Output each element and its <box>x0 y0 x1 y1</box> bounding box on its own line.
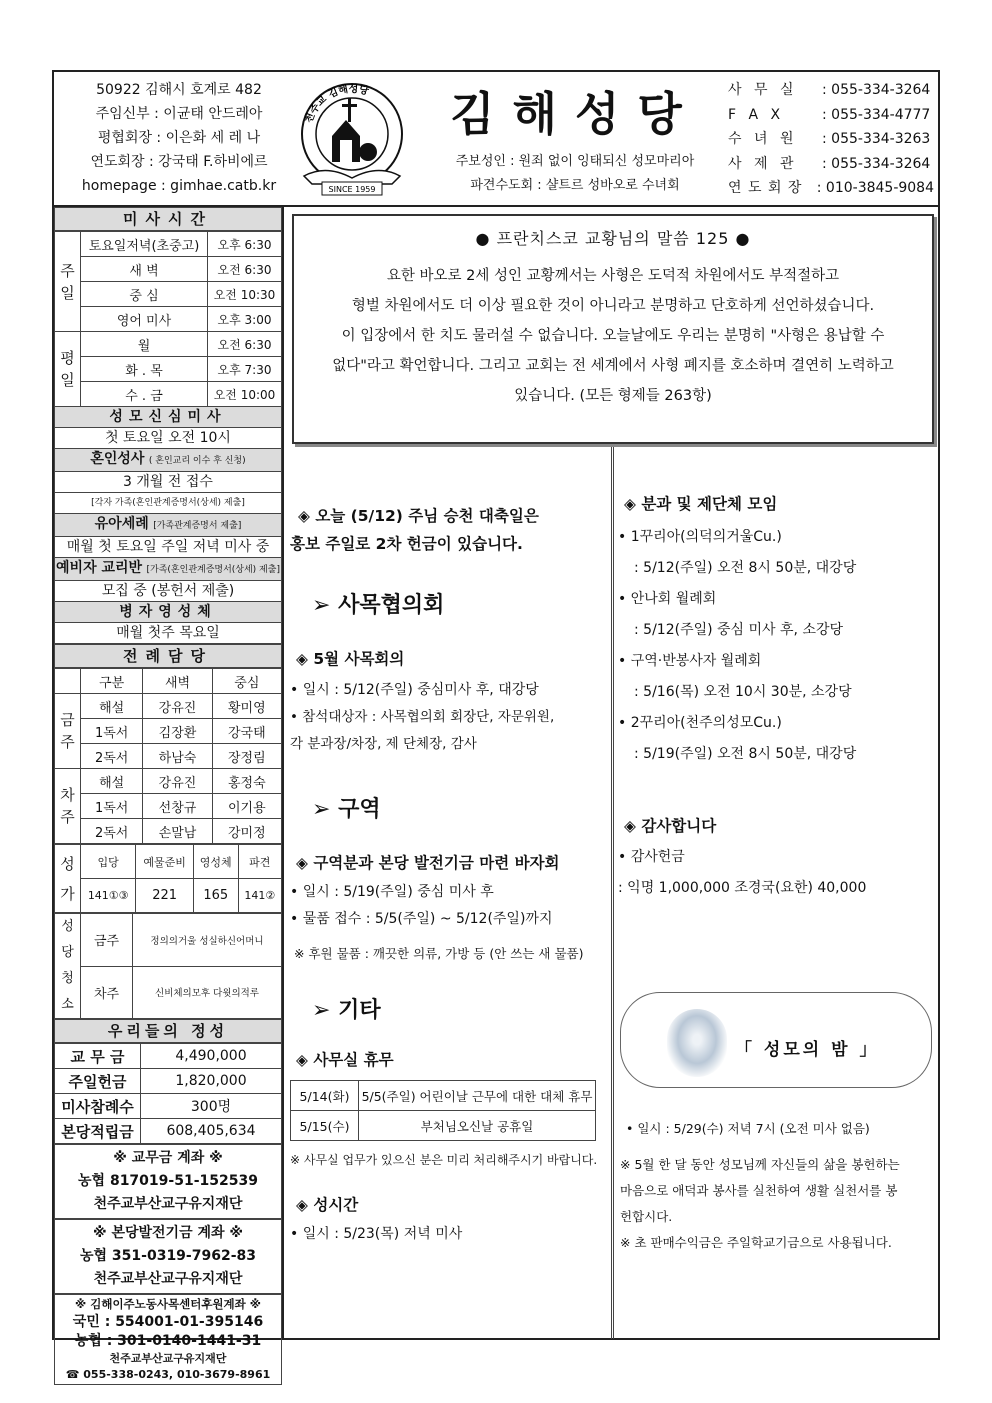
contact-row <box>728 152 934 177</box>
bazaar-note: ※ 후원 물품 : 깨끗한 의류, 가방 등 (안 쓰는 새 물품) <box>294 946 584 961</box>
liturgy-table <box>54 668 282 844</box>
contact-label: 사 무 실 <box>728 82 798 98</box>
homepage-link[interactable]: homepage : gimhae.catb.kr <box>81 178 277 194</box>
table-row <box>55 966 282 1019</box>
mass-time: 오전 10:00 <box>208 382 282 407</box>
table-row <box>55 794 282 819</box>
mass-name: 새 벽 <box>81 257 208 282</box>
cleaning-this: 정의의거울 성실하신어머니 <box>133 914 282 967</box>
meeting-title: ◈ 5월 사목회의 <box>296 650 405 668</box>
svg-text:천주교 김해성당: 천주교 김해성당 <box>303 83 370 125</box>
account-number[interactable]: 국민 : 554001-01-395146 <box>72 1314 264 1330</box>
bulletin-page <box>52 70 940 1381</box>
mary-night-title: 「 성모의 밤 」 <box>735 1040 880 1060</box>
table-row <box>55 694 282 719</box>
infant-heading <box>55 514 281 537</box>
list-item: • 일시 : 5/19(주일) 중심 미사 후 <box>290 884 494 900</box>
table-row <box>55 914 282 967</box>
wedding-heading <box>55 449 281 472</box>
table-row <box>55 1094 282 1119</box>
mass-time: 오전 6:30 <box>208 332 282 357</box>
dawn-reader: 김장환 <box>143 719 212 744</box>
account-box-1 <box>54 1144 282 1219</box>
list-item: : 5/19(주일) 오전 8시 50분, 대강당 <box>634 746 857 762</box>
table-row <box>291 1081 596 1111</box>
holy-hour-title: ◈ 성시간 <box>296 1196 359 1214</box>
cleaning-table <box>54 913 282 1019</box>
right-column <box>618 492 936 902</box>
meetings-list <box>618 522 936 770</box>
premarital-heading <box>55 558 281 581</box>
sunday-label: 주일 <box>55 232 81 332</box>
table-row <box>55 1119 282 1144</box>
office-title: ◈ 사무실 휴무 <box>296 1051 394 1069</box>
contact-list <box>728 78 934 201</box>
thanks-title: ◈ 감사합니다 <box>624 817 717 835</box>
note-line: 마음으로 애덕과 봉사를 실천하여 생활 실천서를 봉 <box>620 1183 898 1198</box>
account-owner: 천주교부산교구유지재단 <box>109 1352 227 1365</box>
offering-label: 본당적립금 <box>55 1119 141 1144</box>
column-divider <box>611 447 614 1339</box>
role: 1독서 <box>81 719 143 744</box>
contact-row <box>728 78 934 103</box>
mary-night-box <box>620 992 932 1088</box>
contact-label: 사 제 관 <box>728 155 798 172</box>
contact-row <box>728 176 934 201</box>
sacraments-block <box>54 407 282 644</box>
table-row <box>55 357 282 382</box>
mass-name: 중 심 <box>81 282 208 307</box>
mass-time: 오후 6:30 <box>208 232 282 257</box>
mass-name: 수 . 금 <box>81 382 208 407</box>
table-row <box>55 744 282 769</box>
list-item: 각 분과장/차장, 제 단체장, 감사 <box>290 736 477 752</box>
parish-title: 김해성당 <box>450 87 700 141</box>
account-box-3 <box>54 1294 282 1385</box>
blank-cell <box>55 669 81 694</box>
mass-times-table <box>54 231 282 407</box>
mass-name: 영어 미사 <box>81 307 208 332</box>
table-row <box>55 719 282 744</box>
district-heading: ➢ 구역 <box>312 797 381 822</box>
etc-heading: ➢ 기타 <box>312 998 381 1023</box>
bazaar-list <box>290 879 608 933</box>
parish-info <box>64 78 294 198</box>
quote-line: 있습니다. (모든 형제들 263항) <box>514 388 712 404</box>
phone-numbers: 055-338-0243, 010-3679-8961 <box>83 1368 271 1381</box>
left-column <box>290 502 608 1248</box>
account-title: ※ 본당발전기금 계좌 ※ <box>92 1225 244 1241</box>
premarital-title: 예비자 교리반 <box>56 560 143 576</box>
list-item: • 구역·반봉사자 월례회 <box>618 653 762 669</box>
closure-date: 5/14(화) <box>291 1081 359 1111</box>
table-row <box>55 232 282 257</box>
hymn-number: 165 <box>193 879 238 913</box>
list-item: • 2꾸리아(천주의성모Cu.) <box>618 715 782 731</box>
list-item: • 물품 접수 : 5/5(주일) ~ 5/12(주일)까지 <box>290 911 553 927</box>
patron-info <box>440 150 710 198</box>
contact-label: F A X <box>728 106 785 123</box>
mary-night-details <box>620 1118 936 1256</box>
list-item: • 감사헌금 <box>618 849 685 865</box>
weekday-label: 평일 <box>55 332 81 407</box>
account-number[interactable]: 농협 817019-51-152539 <box>78 1173 258 1189</box>
contact-value: : 055-334-3264 <box>822 82 931 98</box>
mass-name: 월 <box>81 332 208 357</box>
account-phone <box>55 1367 281 1383</box>
table-row <box>55 669 282 694</box>
quote-title: ● 프란치스코 교황님의 말씀 125 ● <box>475 229 751 248</box>
phone-icon: ☎ <box>65 1368 84 1381</box>
quote-line: 없다"라고 확언합니다. 그리고 교회는 전 세계에서 사형 폐지를 호소하며 결연히 노력하고 <box>332 358 894 374</box>
offering-value: 4,490,000 <box>141 1044 282 1069</box>
table-row <box>55 282 282 307</box>
table-row <box>55 382 282 407</box>
dawn-reader: 선창규 <box>143 794 212 819</box>
choir-label: 성가 <box>55 845 81 913</box>
contact-value: : 010-3845-9084 <box>816 180 934 196</box>
offering-value: 608,405,634 <box>141 1119 282 1144</box>
table-row <box>55 879 282 913</box>
youth-chair: 연도회장 : 강국태 F.하비에르 <box>90 154 268 170</box>
dawn-reader: 하남숙 <box>143 744 212 769</box>
list-item: • 일시 : 5/23(목) 저녁 미사 <box>290 1226 463 1242</box>
notice-line: 홍보 주일로 2차 헌금이 있습니다. <box>290 535 523 553</box>
council-heading: ➢ 사목협의회 <box>312 593 445 618</box>
closure-desc: 5/5(주일) 어린이날 근무에 대한 대체 휴무 <box>359 1081 596 1111</box>
contact-value: : 055-334-3264 <box>822 155 931 172</box>
account-title: ※ 교무금 계좌 ※ <box>113 1150 223 1166</box>
council-chair: 평협회장 : 이은화 세 레 나 <box>97 130 261 146</box>
note-line: ※ 초 판매수익금은 주일학교기금으로 사용됩니다. <box>620 1235 892 1250</box>
sick-line: 매월 첫주 목요일 <box>55 623 281 644</box>
cleaning-label: 성당청소 <box>55 914 81 1019</box>
wedding-note: ( 혼인교리 이수 후 신청) <box>148 456 246 466</box>
premarital-note: [가족(혼인관계증명서(상세) 제출] <box>146 565 280 575</box>
column-header: 영성체 <box>193 845 238 879</box>
list-item: : 5/12(주일) 중심 미사 후, 소강당 <box>634 622 844 638</box>
contact-value: : 055-334-4777 <box>822 106 931 123</box>
header <box>54 72 938 207</box>
table-row <box>55 257 282 282</box>
wedding-title: 혼인성사 <box>90 451 145 467</box>
list-item: • 일시 : 5/29(수) 저녁 7시 (오전 미사 없음) <box>626 1121 870 1136</box>
address: 50922 김해시 호계로 482 <box>96 82 262 98</box>
offering-value: 300명 <box>141 1094 282 1119</box>
virgin-mary-icon <box>667 1009 727 1077</box>
meetings-title: ◈ 분과 및 제단체 모임 <box>624 495 778 513</box>
main-reader: 황미영 <box>212 694 281 719</box>
account-owner: 천주교부산교구유지재단 <box>93 1196 243 1212</box>
column-header: 구분 <box>81 669 143 694</box>
offering-value: 1,820,000 <box>141 1069 282 1094</box>
main-reader: 강미정 <box>212 819 281 844</box>
main-reader: 장정림 <box>212 744 281 769</box>
pope-quote-box <box>292 214 934 444</box>
heart-mass-time: 첫 토요일 오전 10시 <box>55 428 281 449</box>
next-week-label: 차주 <box>55 769 81 844</box>
contact-value: : 055-334-3263 <box>822 131 931 147</box>
cleaning-this-label: 금주 <box>81 914 133 967</box>
mass-name: 화 . 목 <box>81 357 208 382</box>
contact-row <box>728 127 934 152</box>
sick-heading: 병자영성체 <box>55 602 281 623</box>
patron-saint: 주보성인 : 원죄 없이 잉태되신 성모마리아 <box>455 154 695 169</box>
hymn-number: 141② <box>238 879 281 913</box>
account-owner: 천주교부산교구유지재단 <box>93 1271 243 1287</box>
infant-title: 유아세례 <box>94 516 149 532</box>
table-row <box>55 845 282 879</box>
thanks-detail: : 익명 1,000,000 조경국(요한) 40,000 <box>618 880 867 896</box>
dawn-reader: 손말남 <box>143 819 212 844</box>
column-header: 파견 <box>238 845 281 879</box>
dawn-reader: 강유진 <box>143 694 212 719</box>
infant-note: [가족관계증명서 제출] <box>153 521 242 531</box>
wedding-line: 3 개월 전 접수 <box>55 472 281 493</box>
role: 2독서 <box>81 819 143 844</box>
premarital-line: 모집 중 (봉헌서 제출) <box>55 581 281 602</box>
cleaning-next-label: 차주 <box>81 966 133 1019</box>
offerings-table <box>54 1043 282 1144</box>
mass-time: 오전 10:30 <box>208 282 282 307</box>
quote-line: 형벌 차원에서도 더 이상 필요한 것이 아니라고 분명하고 단호하게 선언하셨습니다. <box>351 298 875 314</box>
role: 2독서 <box>81 744 143 769</box>
role: 해설 <box>81 694 143 719</box>
pastor: 주임신부 : 이균태 안드레아 <box>95 106 263 122</box>
liturgy-heading: 전례담당 <box>54 644 282 668</box>
closure-date: 5/15(수) <box>291 1111 359 1141</box>
mass-times-heading: 미사시간 <box>54 207 282 231</box>
offering-label: 미사참례수 <box>55 1094 141 1119</box>
role: 해설 <box>81 769 143 794</box>
offering-label: 주일헌금 <box>55 1069 141 1094</box>
list-item: : 5/16(목) 오전 10시 30분, 소강당 <box>634 684 852 700</box>
table-row <box>55 1069 282 1094</box>
office-note: ※ 사무실 업무가 있으신 분은 미리 처리해주시기 바랍니다. <box>290 1153 598 1167</box>
bazaar-title: ◈ 구역분과 본당 발전기금 마련 바자회 <box>296 854 560 872</box>
table-row <box>55 307 282 332</box>
account-number[interactable]: 농협 : 301-0140-1441-31 <box>74 1333 262 1349</box>
list-item: • 1꾸리아(의덕의거울Cu.) <box>618 529 782 545</box>
contact-row <box>728 103 934 128</box>
sidebar <box>54 207 284 1381</box>
main-reader: 이기용 <box>212 794 281 819</box>
cleaning-next: 신비체의모후 다윗의적루 <box>133 966 282 1019</box>
dawn-reader: 강유진 <box>143 769 212 794</box>
quote-line: 이 입장에서 한 치도 물러설 수 없습니다. 오늘날에도 우리는 분명히 "사형은 용납할 수 <box>341 328 885 344</box>
table-row <box>55 1044 282 1069</box>
note-line: 헌합시다. <box>620 1209 673 1224</box>
table-row <box>55 769 282 794</box>
account-box-2 <box>54 1219 282 1294</box>
offerings-heading: 우리들의 정성 <box>54 1019 282 1043</box>
parish-seal-icon <box>296 80 408 198</box>
hymn-number: 221 <box>136 879 194 913</box>
table-row <box>55 332 282 357</box>
offering-label: 교 무 금 <box>55 1044 141 1069</box>
list-item: : 5/12(주일) 오전 8시 50분, 대강당 <box>634 560 857 576</box>
office-closure-table <box>290 1080 596 1141</box>
column-header: 입당 <box>81 845 136 879</box>
role: 1독서 <box>81 794 143 819</box>
hymn-number: 141①③ <box>81 879 136 913</box>
contact-label: 수 녀 원 <box>728 131 798 147</box>
this-week-label: 금주 <box>55 694 81 769</box>
table-row <box>291 1111 596 1141</box>
quote-line: 요한 바오로 2세 성인 교황께서는 사형은 도덕적 차원에서도 부적절하고 <box>386 268 840 284</box>
column-header: 중심 <box>212 669 281 694</box>
account-title: ※ 김해이주노동사목센터후원계좌 ※ <box>75 1297 261 1311</box>
svg-text:SINCE 1959: SINCE 1959 <box>328 185 376 194</box>
account-number[interactable]: 농협 351-0319-7962-83 <box>80 1248 256 1264</box>
table-row <box>55 819 282 844</box>
meeting-list <box>290 677 608 758</box>
column-header: 새벽 <box>143 669 212 694</box>
list-item: • 참석대상자 : 사목협의회 회장단, 자문위원, <box>290 709 555 725</box>
mass-time: 오후 7:30 <box>208 357 282 382</box>
convent: 파견수도회 : 샬트르 성바오로 수녀회 <box>470 178 680 193</box>
main-reader: 홍정숙 <box>212 769 281 794</box>
column-header: 예물준비 <box>136 845 194 879</box>
choir-table <box>54 844 282 913</box>
note-line: ※ 5월 한 달 동안 성모님께 자신들의 삶을 봉헌하는 <box>620 1157 900 1172</box>
mass-time: 오전 6:30 <box>208 257 282 282</box>
notice-line: ◈ 오늘 (5/12) 주님 승천 대축일은 <box>298 507 539 525</box>
wedding-docs: [각자 가족(혼인관계증명서(상세) 제출] <box>55 493 281 514</box>
mass-time: 오후 3:00 <box>208 307 282 332</box>
list-item: • 일시 : 5/12(주일) 중심미사 후, 대강당 <box>290 682 539 698</box>
infant-line: 매월 첫 토요일 주일 저녁 미사 중 <box>55 537 281 558</box>
list-item: • 안나회 월례회 <box>618 591 717 607</box>
heart-mass-heading: 성모신심미사 <box>55 407 281 428</box>
main-reader: 강국태 <box>212 719 281 744</box>
closure-desc: 부처님오신날 공휴일 <box>359 1111 596 1141</box>
mass-name: 토요일저녁(초중고) <box>81 232 208 257</box>
contact-label: 연 도 회 장 <box>728 180 803 196</box>
